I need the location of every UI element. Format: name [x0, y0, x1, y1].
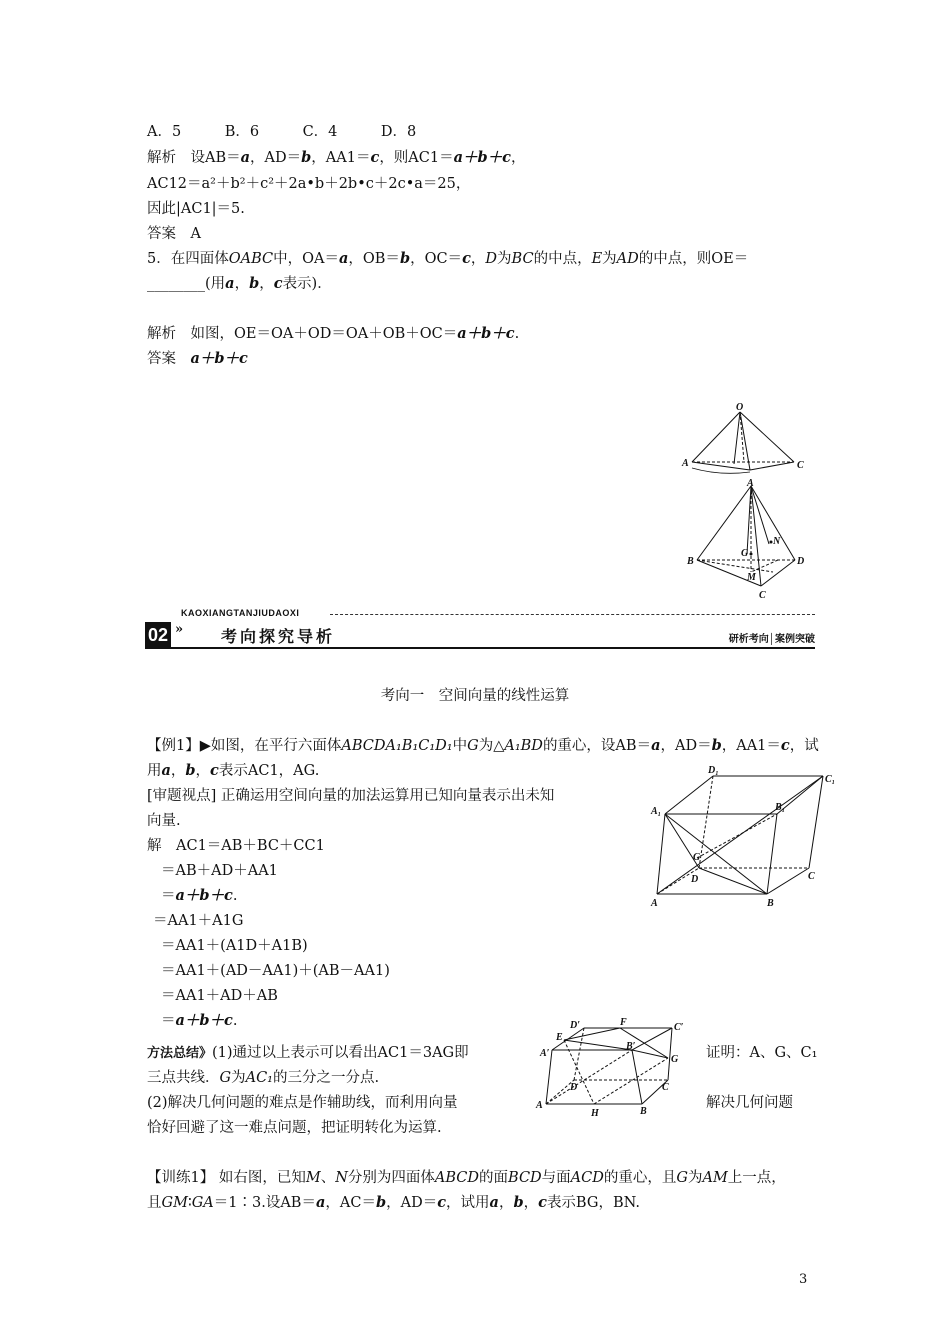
svg-text:A: A: [651, 898, 658, 909]
svg-text:C: C: [759, 590, 766, 601]
options-line: A．5 B．6 C．4 D．8: [147, 124, 417, 140]
svg-text:D₁: D₁: [708, 765, 719, 776]
solution-line-4: ＝AA1＋A1G: [153, 913, 244, 929]
parallelepiped-figure: [645, 762, 840, 910]
svg-text:A: A: [682, 458, 689, 469]
analysis-line-2: AC12＝a²＋b²＋c²＋2a•b＋2b•c＋2c•a＝25，: [147, 176, 471, 192]
banner-rule: [145, 647, 815, 649]
banner-title: 考向探究导析: [221, 629, 336, 646]
review-point-1: [审题视点] 正确运用空间向量的加法运算用已知向量表示出未知: [147, 788, 555, 804]
summary-line-2: 三点共线．G为AC₁的三分之一分点.: [147, 1070, 380, 1086]
summary-line-4: 恰好回避了这一难点问题，把证明转化为运算.: [147, 1120, 442, 1136]
question-5-line-1: 5．在四面体OABC中，OA＝a，OB＝b，OC＝c，D为BC的中点，E为AD的中点，则OE＝: [147, 250, 749, 267]
banner-pinyin: KAOXIANGTANJIUDAOXI: [181, 608, 300, 618]
summary-tag: 方法总结》: [147, 1045, 213, 1060]
svg-text:M: M: [747, 572, 756, 583]
banner-arrow-icon: »: [175, 622, 184, 637]
tetrahedron-oabc-figure: [670, 398, 810, 482]
svg-text:B: B: [767, 898, 774, 909]
training-1-line-1: 【训练1】 如右图，已知M、N分别为四面体ABCD的面BCD与面ACD的重心，且G为AM上一点，: [147, 1170, 786, 1186]
svg-text:F: F: [620, 1017, 627, 1028]
answer-5: 答案 a＋b＋c: [147, 350, 248, 367]
solution-line-3: ＝a＋b＋c.: [161, 887, 238, 904]
svg-text:C′: C′: [674, 1022, 684, 1033]
svg-text:C: C: [662, 1082, 669, 1093]
training-1-line-2: 且GM∶GA＝1∶3.设AB＝a，AC＝b，AD＝c，试用a，b，c表示BG，BN.: [147, 1194, 640, 1211]
answer-line: 答案 A: [147, 226, 201, 242]
svg-text:B: B: [687, 556, 694, 567]
analysis-line-1: 解析 设AB＝a，AD＝b，AA1＝c，则AC1＝a＋b＋c，: [147, 149, 526, 166]
example-1-line-1: 【例1】▶如图，在平行六面体ABCDA₁B₁C₁D₁中G为△A₁BD的重心，设AB＝a，AD＝b，AA1＝c，试: [147, 737, 819, 754]
section-title: 考向一 空间向量的线性运算: [380, 688, 570, 704]
svg-text:C: C: [808, 871, 815, 882]
summary-line-3: (2)解决几何问题的难点是作辅助线，而利用向量: [147, 1095, 458, 1111]
section-banner: [145, 608, 815, 648]
summary-right-1: 证明：A、G、C₁: [706, 1045, 818, 1061]
svg-text:D: D: [797, 556, 805, 567]
svg-text:C: C: [797, 460, 804, 471]
analysis-line-3: 因此|AC1|＝5.: [147, 201, 245, 217]
svg-text:G: G: [671, 1054, 679, 1065]
solution-line-8: ＝a＋b＋c.: [161, 1012, 238, 1029]
solution-line-7: ＝AA1＋AD＋AB: [161, 988, 278, 1004]
svg-text:G: G: [741, 548, 749, 559]
question-5-line-2: ________(用a，b，c表示)．: [147, 275, 332, 292]
svg-text:D: D: [570, 1082, 578, 1093]
prism-figure: [534, 1016, 694, 1120]
svg-text:B′: B′: [626, 1041, 636, 1052]
svg-text:A′: A′: [540, 1048, 550, 1059]
svg-text:A: A: [747, 478, 754, 489]
svg-text:E: E: [556, 1032, 563, 1043]
tetrahedron-abcd-figure: [683, 474, 813, 602]
svg-text:C₁: C₁: [825, 774, 836, 785]
solution-line-6: ＝AA1＋(AD－AA1)＋(AB－AA1): [161, 963, 390, 979]
review-point-2: 向量.: [147, 813, 181, 829]
banner-dashed-rule: [330, 614, 815, 615]
solution-line-1: 解 AC1＝AB＋BC＋CC1: [147, 838, 325, 854]
svg-text:O: O: [736, 402, 744, 413]
svg-text:N: N: [773, 536, 781, 547]
solution-line-2: ＝AB＋AD＋AA1: [161, 863, 278, 879]
example-1-line-2: 用a，b，c表示AC1，AG.: [147, 762, 320, 779]
svg-text:D: D: [691, 874, 699, 885]
svg-text:B₁: B₁: [775, 802, 786, 813]
svg-text:H: H: [591, 1108, 599, 1119]
svg-text:A₁: A₁: [651, 806, 662, 817]
analysis-5: 解析 如图，OE＝OA＋OD＝OA＋OB＋OC＝a＋b＋c.: [147, 325, 520, 342]
svg-text:A: A: [536, 1100, 543, 1111]
svg-text:B: B: [640, 1106, 647, 1117]
summary-line-1: 方法总结》(1)通过以上表示可以看出AC1＝3AG即: [147, 1045, 469, 1061]
banner-number: 02: [145, 622, 171, 648]
svg-text:D′: D′: [570, 1020, 581, 1031]
banner-subtitle: 研析考向│案例突破: [728, 634, 815, 645]
summary-right-2: 解决几何问题: [706, 1095, 793, 1111]
page-number: 3: [799, 1272, 808, 1287]
svg-text:G: G: [693, 852, 701, 863]
solution-line-5: ＝AA1＋(A1D＋A1B): [161, 938, 308, 954]
